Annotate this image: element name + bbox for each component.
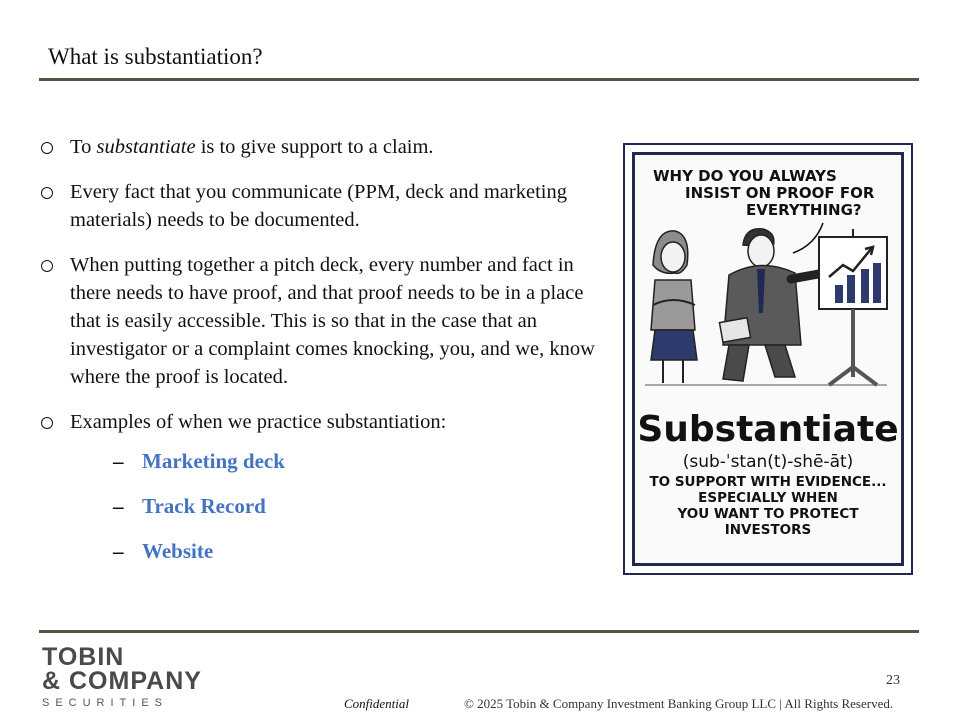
speech-line: WHY DO YOU ALWAYS <box>653 167 837 185</box>
dash-bullet-icon: – <box>113 449 124 473</box>
emphasis-substantiate: substantiate <box>96 136 196 158</box>
definition-line: YOU WANT TO PROTECT <box>677 506 859 522</box>
hollow-circle-bullet-icon <box>41 260 53 272</box>
page-number: 23 <box>886 673 900 688</box>
example-item: – Website <box>113 539 214 563</box>
title-divider <box>39 78 919 81</box>
example-item: – Track Record <box>113 494 266 518</box>
hollow-circle-bullet-icon <box>41 187 53 199</box>
example-list <box>40 447 610 565</box>
copyright-notice: © 2025 Tobin & Company Investment Banking Group LLC | All Rights Reserved. <box>464 696 894 711</box>
definition-line: TO SUPPORT WITH EVIDENCE... <box>649 474 887 490</box>
footer-divider <box>39 630 919 633</box>
definition-line: INVESTORS <box>724 522 812 538</box>
cartoon-illustration <box>625 145 911 573</box>
speech-line: EVERYTHING? <box>746 201 862 219</box>
hollow-circle-bullet-icon <box>41 417 53 429</box>
bullet-item: When putting together a pitch deck, every number and fact in there needs to have proof, and that proof needs to be in a place that is easily accessible. This is so that in the case that an investigator or a complaint comes knocking, you, and we, know where the proof is located. <box>40 251 610 391</box>
company-logo <box>42 645 202 709</box>
hollow-circle-bullet-icon <box>41 142 53 154</box>
woman-figure-icon <box>651 231 697 383</box>
dash-bullet-icon: – <box>113 494 124 518</box>
headword: Substantiate <box>637 409 899 450</box>
substantiate-cartoon <box>623 143 913 575</box>
example-item: – Marketing deck <box>113 449 285 473</box>
bullet-item: Every fact that you communicate (PPM, deck and marketing materials) needs to be documented. <box>40 178 610 234</box>
slide-title: What is substantiation? <box>48 44 263 69</box>
definition-line: ESPECIALLY WHEN <box>698 490 838 506</box>
dash-bullet-icon: – <box>113 539 124 563</box>
bullet-list <box>40 133 610 582</box>
logo-line-3: SECURITIES <box>42 697 169 709</box>
bullet-item: To substantiate is to give support to a claim. <box>40 133 610 161</box>
confidential-label: Confidential <box>344 696 409 711</box>
bullet-item: Examples of when we practice substantiation: <box>40 408 610 436</box>
logo-line-1: TOBIN <box>42 643 125 671</box>
speech-line: INSIST ON PROOF FOR <box>685 184 875 202</box>
logo-line-2: & COMPANY <box>42 667 202 695</box>
easel-chart-icon <box>819 229 887 385</box>
pronunciation: (sub-ˈstan(t)-shē-āt) <box>682 452 854 472</box>
